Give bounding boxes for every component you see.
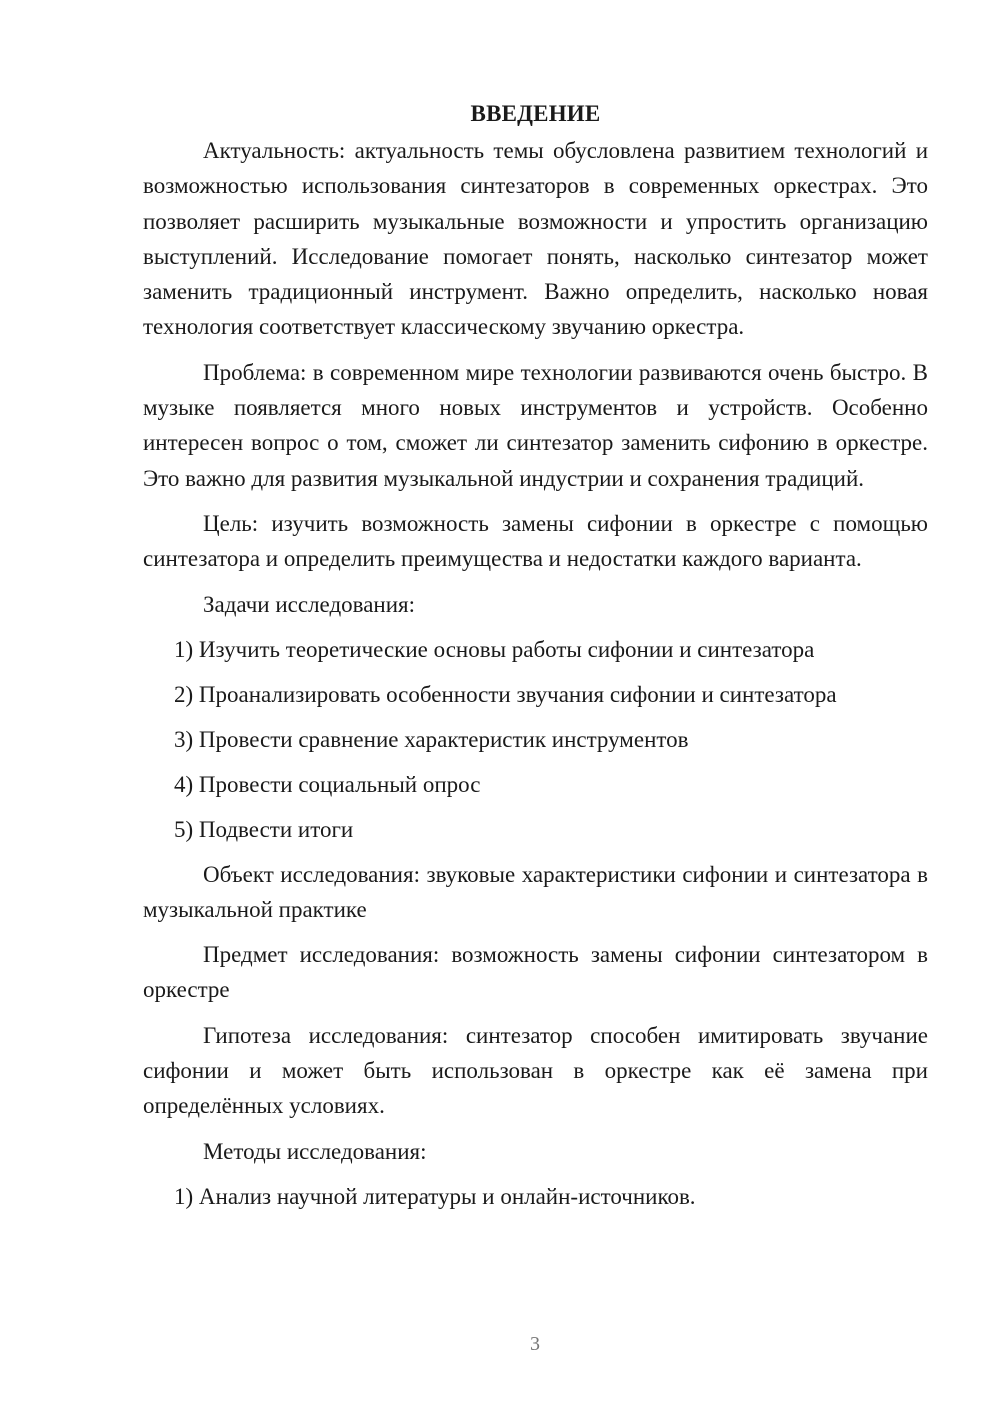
goal-paragraph: Цель: изучить возможность замены сифонии в оркестре с помощью синтезатора и определить преимущества и недостатки каждого варианта.: [143, 510, 928, 572]
task-item: 5) Подвести итоги: [174, 816, 354, 842]
object-paragraph: Объект исследования: звуковые характеристики сифонии и синтезатора в музыкальной практике: [143, 861, 928, 922]
methods-list: [143, 1179, 928, 1214]
relevance-paragraph: Актуальность: актуальность темы обусловлена развитием технологий и возможностью использования синтезаторов в современных оркестрах. Это позволяет расширить музыкальные возможности и упростить организацию выступлений. Исследование помогает понять, насколько синтезатор может заменить традиционный инструмент. Важно определить, насколько новая технология соответствует классическому звучанию оркестра.: [143, 138, 928, 340]
hypothesis-paragraph: Гипотеза исследования: синтезатор способен имитировать звучание сифонии и может быть использован в оркестре как её замена при определённых условиях.: [143, 1022, 928, 1119]
page-content: [143, 96, 928, 1224]
section-title: ВВЕДЕНИЕ: [470, 101, 601, 126]
page-number: 3: [530, 1333, 540, 1355]
methods-label: Методы исследования:: [203, 1138, 427, 1164]
subject-paragraph: Предмет исследования: возможность замены сифонии синтезатором в оркестре: [143, 942, 928, 1003]
tasks-label: Задачи исследования:: [203, 591, 416, 617]
task-item: 1) Изучить теоретические основы работы сифонии и синтезатора: [174, 636, 815, 662]
method-item: 1) Анализ научной литературы и онлайн-источников.: [174, 1183, 696, 1209]
tasks-list: [143, 632, 928, 847]
task-item: 2) Проанализировать особенности звучания сифонии и синтезатора: [174, 681, 837, 707]
problem-paragraph: Проблема: в современном мире технологии развиваются очень быстро. В музыке появляется много новых инструментов и устройств. Особенно интересен вопрос о том, сможет ли синтезатор заменить сифонию в оркестре. Это важно для развития музыкальной индустрии и сохранения традиций.: [143, 359, 928, 491]
task-item: 3) Провести сравнение характеристик инструментов: [174, 726, 689, 752]
task-item: 4) Провести социальный опрос: [174, 771, 481, 797]
